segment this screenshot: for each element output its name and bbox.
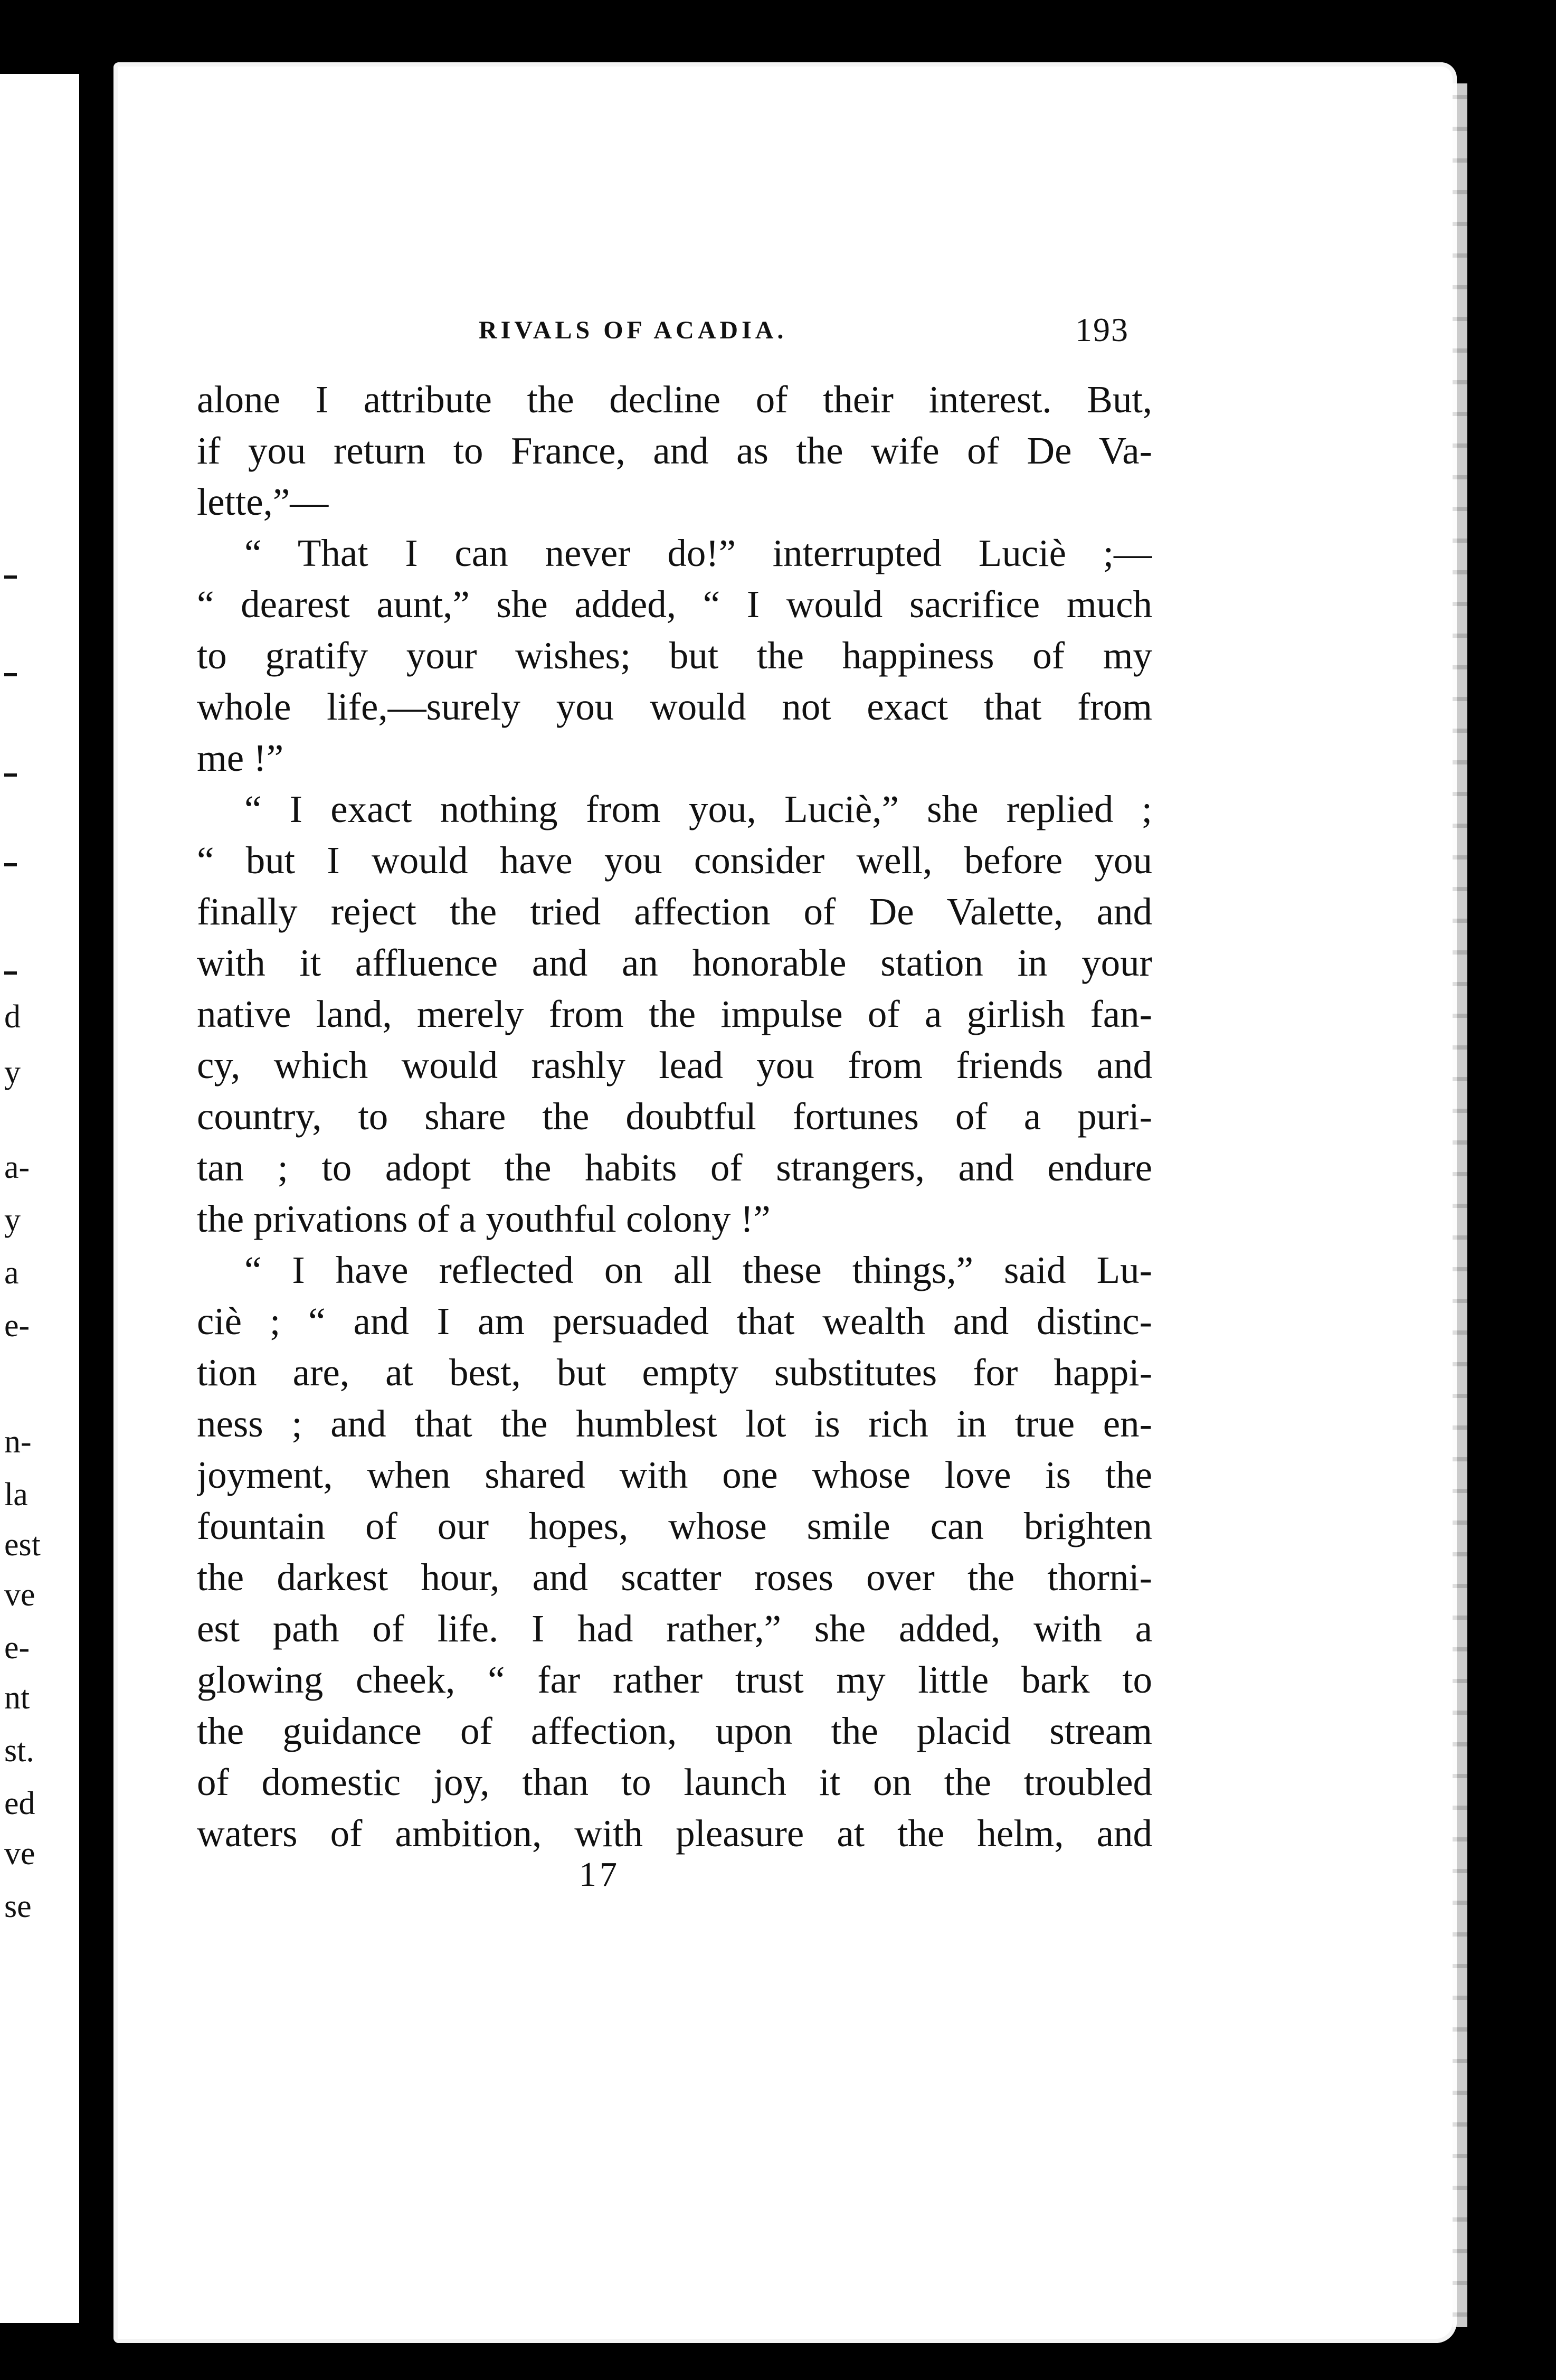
signature-mark: 17 <box>579 1855 620 1894</box>
previous-page-fragment: ed <box>4 1786 35 1821</box>
text-line: “ I exact nothing from you, Luciè,” she replied ; <box>244 788 1152 830</box>
text-line: alone I attribute the decline of their interest. But, <box>197 378 1152 421</box>
text-line: cy, which would rashly lead you from friends and <box>197 1044 1152 1087</box>
text-line: est path of life. I had rather,” she added, with a <box>197 1607 1152 1650</box>
line-end-mark <box>4 673 17 676</box>
text-line: ciè ; “ and I am persuaded that wealth and distinc- <box>197 1300 1152 1343</box>
text-line: if you return to France, and as the wife of De Va- <box>197 429 1152 472</box>
text-line: finally reject the tried affection of De Valette, and <box>197 890 1152 933</box>
page-number: 193 <box>1075 311 1129 348</box>
text-line: fountain of our hopes, whose smile can brighten <box>197 1505 1152 1547</box>
previous-page-fragment: est <box>4 1527 41 1563</box>
text-line: to gratify your wishes; but the happiness of my <box>197 634 1152 677</box>
line-end-mark <box>4 863 17 866</box>
text-line: the guidance of affection, upon the placid stream <box>197 1710 1152 1752</box>
previous-page-fragment: st. <box>4 1733 34 1769</box>
previous-page-fragment: y <box>4 1054 21 1090</box>
body-text <box>197 374 1152 1859</box>
previous-page-fragment: nt <box>4 1680 30 1716</box>
text-line: of domestic joy, than to launch it on the troubled <box>197 1761 1152 1803</box>
previous-page-fragment: a- <box>4 1149 30 1185</box>
text-line: native land, merely from the impulse of a girlish fan- <box>197 993 1152 1035</box>
text-line: joyment, when shared with one whose love is the <box>197 1453 1152 1496</box>
text-line: the darkest hour, and scatter roses over the thorni- <box>197 1556 1152 1599</box>
previous-page-fragment: n- <box>4 1424 32 1460</box>
previous-page-fragment: e- <box>4 1308 30 1344</box>
text-line: “ I have reflected on all these things,” said Lu- <box>244 1249 1152 1291</box>
previous-page-fragment: ve <box>4 1836 35 1872</box>
text-line: tion are, at best, but empty substitutes for happi- <box>197 1351 1152 1394</box>
text-line: lette,”— <box>197 480 329 523</box>
running-head <box>113 310 1457 353</box>
previous-page-fragment: e- <box>4 1630 30 1666</box>
previous-page-fragment: la <box>4 1477 28 1513</box>
previous-page-edge <box>0 74 79 2323</box>
previous-page-fragment: ve <box>4 1577 35 1613</box>
text-line: me !” <box>197 736 284 779</box>
line-end-mark <box>4 575 17 579</box>
line-end-mark <box>4 773 17 777</box>
text-line: country, to share the doubtful fortunes of a puri- <box>197 1095 1152 1138</box>
previous-page-fragment: y <box>4 1202 21 1238</box>
text-line: waters of ambition, with pleasure at the helm, and <box>197 1812 1152 1855</box>
previous-page-fragment: a <box>4 1255 19 1291</box>
previous-page-fragment: d <box>4 999 21 1035</box>
text-line: “ but I would have you consider well, before you <box>197 839 1152 882</box>
text-line: with it affluence and an honorable station in your <box>197 941 1152 984</box>
previous-page-fragment: se <box>4 1888 32 1924</box>
text-line: tan ; to adopt the habits of strangers, and endure <box>197 1146 1152 1189</box>
text-line: “ dearest aunt,” she added, “ I would sacrifice much <box>197 583 1152 626</box>
text-line: the privations of a youthful colony !” <box>197 1197 771 1240</box>
text-line: ness ; and that the humblest lot is rich in true en- <box>197 1402 1152 1445</box>
text-line: “ That I can never do!” interrupted Luciè ;— <box>244 532 1152 574</box>
book-page <box>113 62 1457 2343</box>
text-line: glowing cheek, “ far rather trust my little bark to <box>197 1658 1152 1701</box>
line-end-mark <box>4 971 17 975</box>
running-title: RIVALS OF ACADIA. <box>479 316 788 344</box>
text-line: whole life,—surely you would not exact that from <box>197 685 1152 728</box>
